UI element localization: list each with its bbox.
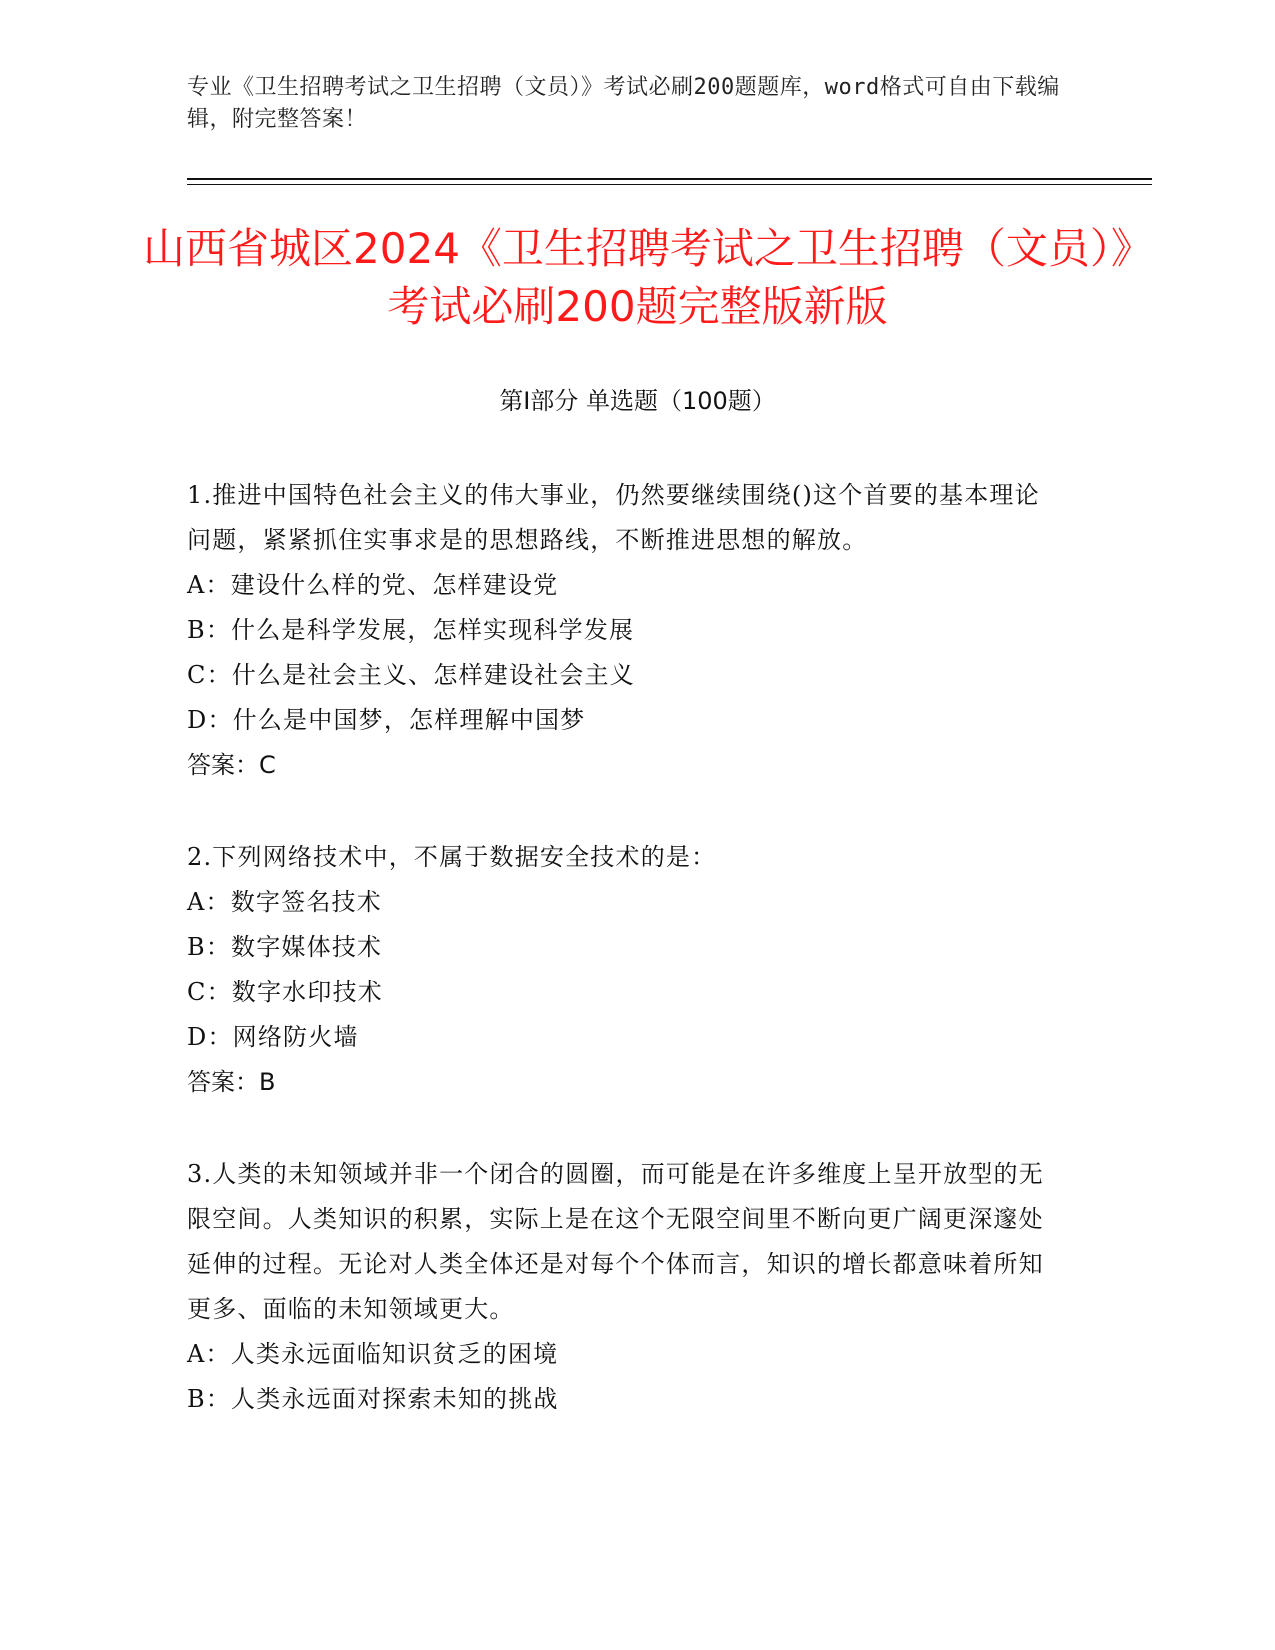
document-title: 山西省城区2024《卫生招聘考试之卫生招聘（文员）》考试必刷200题完整版新版 xyxy=(143,224,1132,331)
question-3 xyxy=(187,1152,1057,1422)
question-stem: 3.人类的未知领域并非一个闭合的圆圈，而可能是在许多维度上呈开放型的无限空间。人类知识的积累，实际上是在这个无限空间里不断向更广阔更深邃处延伸的过程。无论对人类全体还是对每个个体而言，知识的增长都意味着所知更多、面临的未知领域更大。 xyxy=(187,1160,1044,1323)
option-b: B：什么是科学发展，怎样实现科学发展 xyxy=(187,616,635,644)
option-d: D：什么是中国梦，怎样理解中国梦 xyxy=(187,706,586,734)
question-2 xyxy=(187,835,1057,1105)
option-a: A：建设什么样的党、怎样建设党 xyxy=(187,571,559,599)
header-note: 专业《卫生招聘考试之卫生招聘（文员）》考试必刷200题题库，word格式可自由下载编辑，附完整答案！ xyxy=(187,75,1060,132)
header-divider-thin xyxy=(187,184,1152,185)
question-1 xyxy=(187,473,1057,788)
section-heading: 第Ⅰ部分 单选题（100题） xyxy=(499,387,776,415)
option-c: C：什么是社会主义、怎样建设社会主义 xyxy=(187,661,635,689)
answer: 答案：B xyxy=(187,1068,276,1096)
option-b: B：人类永远面对探索未知的挑战 xyxy=(187,1385,559,1413)
header-divider-thick xyxy=(187,178,1152,180)
question-stem: 2.下列网络技术中，不属于数据安全技术的是： xyxy=(187,843,717,871)
answer: 答案：C xyxy=(187,751,276,779)
option-c: C：数字水印技术 xyxy=(187,978,383,1006)
question-stem: 1.推进中国特色社会主义的伟大事业，仍然要继续围绕()这个首要的基本理论问题，紧紧抓住实事求是的思想路线，不断推进思想的解放。 xyxy=(187,481,1040,554)
option-a: A：人类永远面临知识贫乏的困境 xyxy=(187,1340,559,1368)
option-b: B：数字媒体技术 xyxy=(187,933,383,961)
option-d: D：网络防火墙 xyxy=(187,1023,359,1051)
question-list xyxy=(187,473,1057,1469)
option-a: A：数字签名技术 xyxy=(187,888,382,916)
